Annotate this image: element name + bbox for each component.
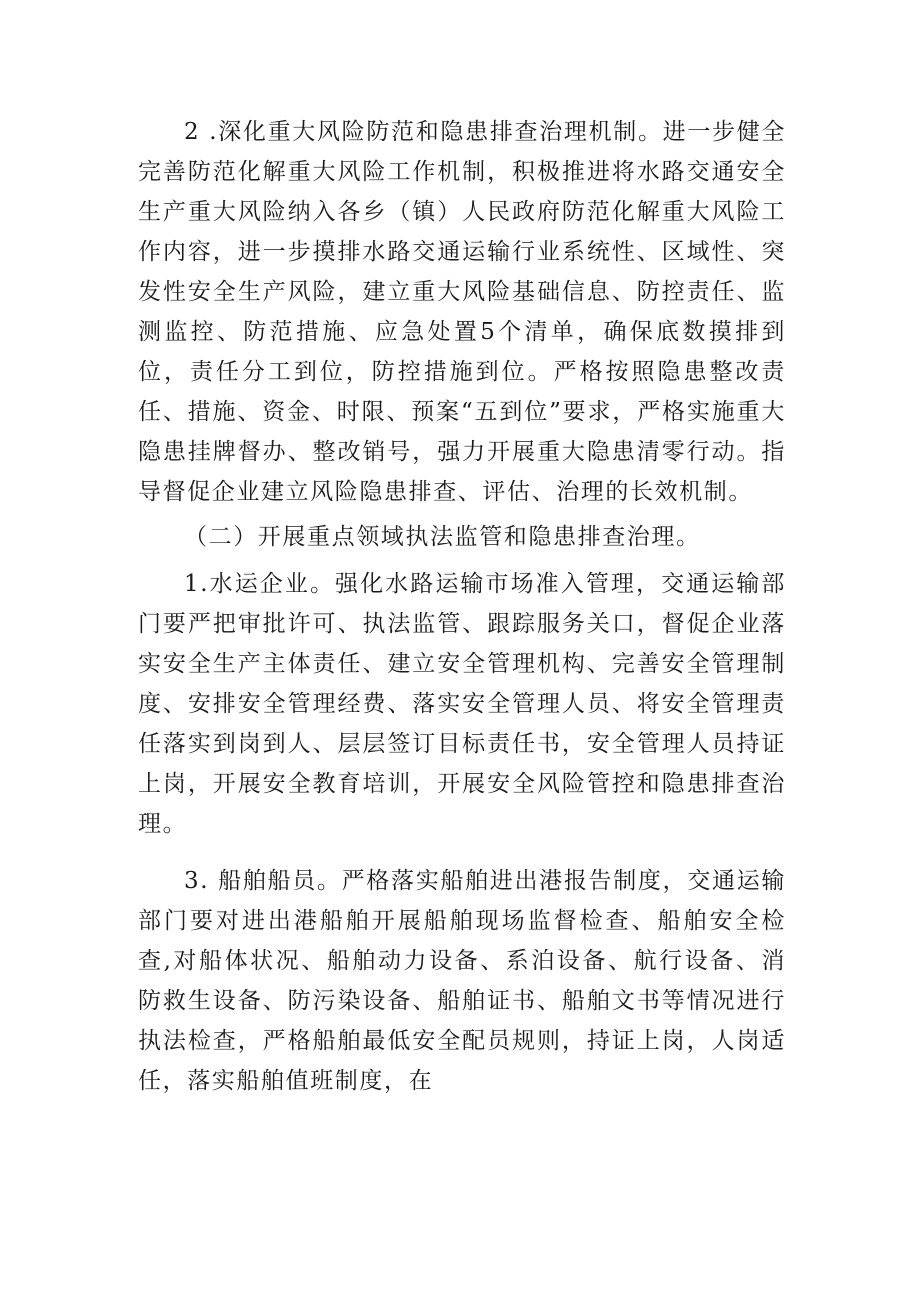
paragraph-risk-prevention: 2 .深化重大风险防范和隐患排查治理机制。进一步健全完善防范化解重大风险工作机制，积极推进将水路交通安全生产重大风险纳入各乡（镇）人民政府防范化解重大风险工作内容，进一步摸排水路交通运输行业系统性、区域性、突发性安全生产风险，建立重大风险基础信息、防控责任、监测监控、防范措施、应急处置5个清单，确保底数摸排到位，责任分工到位，防控措施到位。严格按照隐患整改责任、措施、资金、时限、预案“五到位”要求，严格实施重大隐患挂牌督办、整改销号，强力开展重大隐患清零行动。指导督促企业建立风险隐患排查、评估、治理的长效机制。 bbox=[138, 119, 786, 505]
document-page bbox=[138, 112, 786, 1101]
paragraph-ships-crew: 3. 船舶船员。严格落实船舶进出港报告制度，交通运输部门要对进出港船舶开展船舶现场监督检查、船舶安全检查,对船体状况、船舶动力设备、系泊设备、航行设备、消防救生设备、防污染设备、船舶证书、船舶文书等情况进行执法检查，严格船舶最低安全配员规则，持证上岗，人岗适任，落实船舶值班制度，在 bbox=[138, 868, 786, 1094]
paragraph-shipping-enterprises: 1.水运企业。强化水路运输市场准入管理，交通运输部门要严把审批许可、执法监管、跟踪服务关口，督促企业落实安全生产主体责任、建立安全管理机构、完善安全管理制度、安排安全管理经费、落实安全管理人员、将安全管理责任落实到岗到人、层层签订目标责任书，安全管理人员持证上岗，开展安全教育培训，开展安全风险管控和隐患排查治理。 bbox=[138, 571, 786, 837]
section-heading-key-areas: （二）开展重点领域执法监管和隐患排查治理。 bbox=[184, 524, 701, 550]
